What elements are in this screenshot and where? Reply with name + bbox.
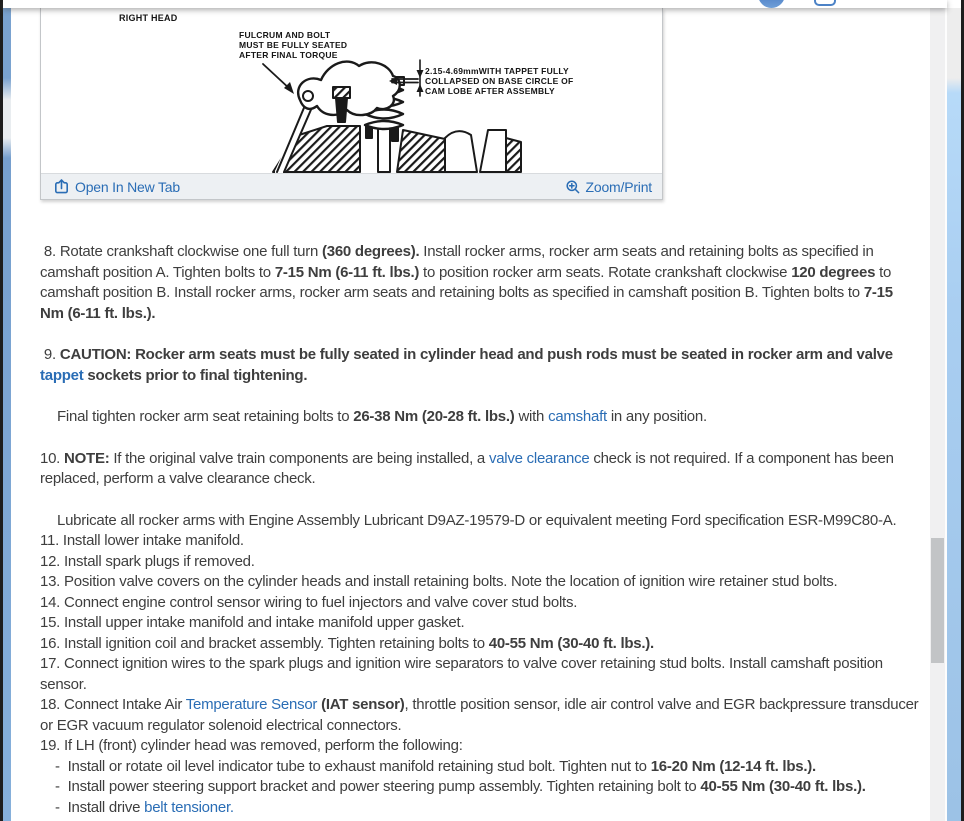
text-segment: If the original valve train components are being installed, a bbox=[109, 449, 489, 467]
text-segment: 9. bbox=[40, 346, 60, 363]
text-segment: 8. Rotate crankshaft clockwise one full turn bbox=[40, 243, 322, 260]
text-segment: 11. Install lower intake manifold. bbox=[40, 532, 244, 549]
text-segment: 7-15 Nm (6-11 ft. lbs.). bbox=[40, 284, 897, 322]
annotation-line: CAM LOBE AFTER ASSEMBLY bbox=[425, 86, 555, 96]
text-segment: in any position. bbox=[606, 408, 707, 425]
magnifier-plus-icon bbox=[565, 179, 581, 195]
annotation-line: COLLAPSED ON BASE CIRCLE OF bbox=[425, 76, 574, 86]
text-segment: 120 degrees bbox=[791, 263, 876, 281]
print-icon[interactable] bbox=[814, 0, 836, 6]
account-icon[interactable] bbox=[758, 0, 785, 8]
text-segment: - Install power steering support bracket and power steering pump assembly. Tighten retaining bolt to bbox=[55, 778, 701, 795]
instruction-paragraph bbox=[40, 407, 920, 428]
vertical-scrollbar-thumb[interactable] bbox=[931, 538, 944, 663]
text-segment: 16-20 Nm (12-14 ft. lbs.). bbox=[650, 757, 816, 775]
text-segment: 12. Install spark plugs if removed. bbox=[40, 552, 255, 570]
sub-bullet bbox=[40, 777, 920, 798]
text-segment: (IAT sensor) bbox=[321, 696, 405, 713]
text-segment: to camshaft position B. Install rocker arms, rocker arm seats and retaining bolts as specified in camshaft position B. Tighten bolts to bbox=[40, 263, 896, 301]
instruction-paragraph bbox=[40, 695, 923, 736]
open-in-new-tab-label: Open In New Tab bbox=[75, 178, 180, 195]
instruction-paragraph bbox=[40, 552, 920, 573]
text-segment: 40-55 Nm (30-40 ft. lbs.). bbox=[700, 778, 866, 795]
annotation-line: FULCRUM AND BOLT bbox=[239, 30, 331, 40]
text-segment: (360 degrees). bbox=[321, 243, 420, 260]
inline-link[interactable]: Temperature Sensor bbox=[185, 696, 318, 713]
text-segment: 14. Connect engine control sensor wiring to fuel injectors and valve cover stud bolts. bbox=[40, 593, 578, 611]
zoom-print-label: Zoom/Print bbox=[585, 178, 652, 195]
annotation-line: 2.15-4.69mmWITH TAPPET FULLY bbox=[425, 66, 569, 76]
figure-card bbox=[40, 8, 663, 200]
inline-link[interactable]: tappet bbox=[40, 366, 84, 384]
right-blue-border bbox=[947, 8, 961, 821]
text-segment: , throttle position sensor, idle air control valve and EGR backpressure transducer or EGR vacuum regulator solenoid electrical connectors. bbox=[40, 696, 923, 734]
annotation-line: MUST BE FULLY SEATED bbox=[239, 40, 348, 50]
text-segment: check is not required. If a component has been replaced, perform a valve clearance check. bbox=[40, 449, 898, 487]
text-segment: 16. Install ignition coil and bracket assembly. Tighten retaining bolts to bbox=[40, 634, 489, 652]
text-segment: - Install drive bbox=[55, 798, 145, 816]
text-segment: Install rocker arms, rocker arm seats and retaining bolts as specified in camshaft position A. Tighten bolts to bbox=[40, 243, 878, 281]
figure-toolbar bbox=[41, 173, 662, 199]
instruction-paragraph bbox=[40, 449, 920, 490]
sub-bullet bbox=[40, 798, 920, 819]
zoom-print-button[interactable] bbox=[565, 179, 652, 195]
text-segment: Lubricate all rocker arms with Engine Assembly Lubricant D9AZ-19579-D or equivalent meeting Ford specification ESR-M99C80-A. bbox=[57, 511, 897, 529]
instruction-paragraph bbox=[40, 613, 920, 634]
instruction-paragraph bbox=[40, 531, 920, 552]
left-blue-border bbox=[3, 0, 11, 821]
text-segment: NOTE: bbox=[64, 449, 110, 467]
top-header-bar bbox=[3, 0, 947, 8]
text-segment: 10. bbox=[40, 449, 65, 467]
text-segment: Final tighten rocker arm seat retaining bolts to bbox=[57, 408, 354, 425]
instruction-paragraph bbox=[40, 654, 920, 695]
fulcrum-annotation bbox=[239, 30, 347, 60]
text-segment: 15. Install upper intake manifold and intake manifold upper gasket. bbox=[40, 614, 465, 631]
right-head-label: RIGHT HEAD bbox=[119, 13, 178, 23]
text-segment: 13. Position valve covers on the cylinder heads and install retaining bolts. Note the location of ignition wire retainer stud bolts. bbox=[40, 573, 838, 590]
text-segment: - Install or rotate oil level indicator tube to exhaust manifold retaining stud bolt. Tighten nut to bbox=[55, 757, 651, 775]
sub-bullet bbox=[40, 757, 920, 778]
text-segment: 17. Connect ignition wires to the spark plugs and ignition wire separators to valve cover retaining stud bolts. Install camshaft position sensor. bbox=[40, 655, 887, 693]
instruction-paragraph bbox=[40, 572, 920, 593]
annotation-line: AFTER FINAL TORQUE bbox=[239, 50, 338, 60]
instructions bbox=[40, 242, 923, 818]
instruction-paragraph bbox=[40, 634, 920, 655]
text-segment: 19. If LH (front) cylinder head was removed, perform the following: bbox=[40, 737, 463, 754]
inline-link[interactable]: valve clearance bbox=[488, 449, 590, 467]
text-segment: sockets prior to final tightening. bbox=[83, 366, 308, 384]
open-in-new-tab-button[interactable] bbox=[53, 178, 180, 195]
inline-link[interactable]: belt tensioner. bbox=[144, 798, 234, 816]
text-segment: to position rocker arm seats. Rotate crankshaft clockwise bbox=[419, 263, 792, 281]
tappet-annotation bbox=[425, 66, 573, 96]
text-segment: CAUTION: Rocker arm seats must be fully seated in cylinder head and push rods must be seated in rocker arm and valve bbox=[59, 346, 897, 363]
figure-image[interactable] bbox=[41, 8, 662, 173]
text-segment: with bbox=[514, 408, 549, 425]
instruction-paragraph bbox=[40, 736, 920, 757]
instruction-paragraph bbox=[40, 242, 920, 324]
instruction-paragraph bbox=[40, 345, 920, 386]
instruction-paragraph bbox=[40, 511, 920, 532]
inline-link[interactable]: camshaft bbox=[548, 408, 607, 425]
text-segment: 18. Connect Intake Air bbox=[40, 696, 186, 713]
text-segment: 40-55 Nm (30-40 ft. lbs.). bbox=[488, 634, 654, 652]
text-segment: 26-38 Nm (20-28 ft. lbs.) bbox=[353, 408, 515, 425]
text-segment: 7-15 Nm (6-11 ft. lbs.) bbox=[274, 263, 420, 281]
vertical-scrollbar-track[interactable] bbox=[930, 8, 945, 821]
open-in-new-tab-icon bbox=[53, 178, 70, 195]
instruction-paragraph bbox=[40, 593, 920, 614]
